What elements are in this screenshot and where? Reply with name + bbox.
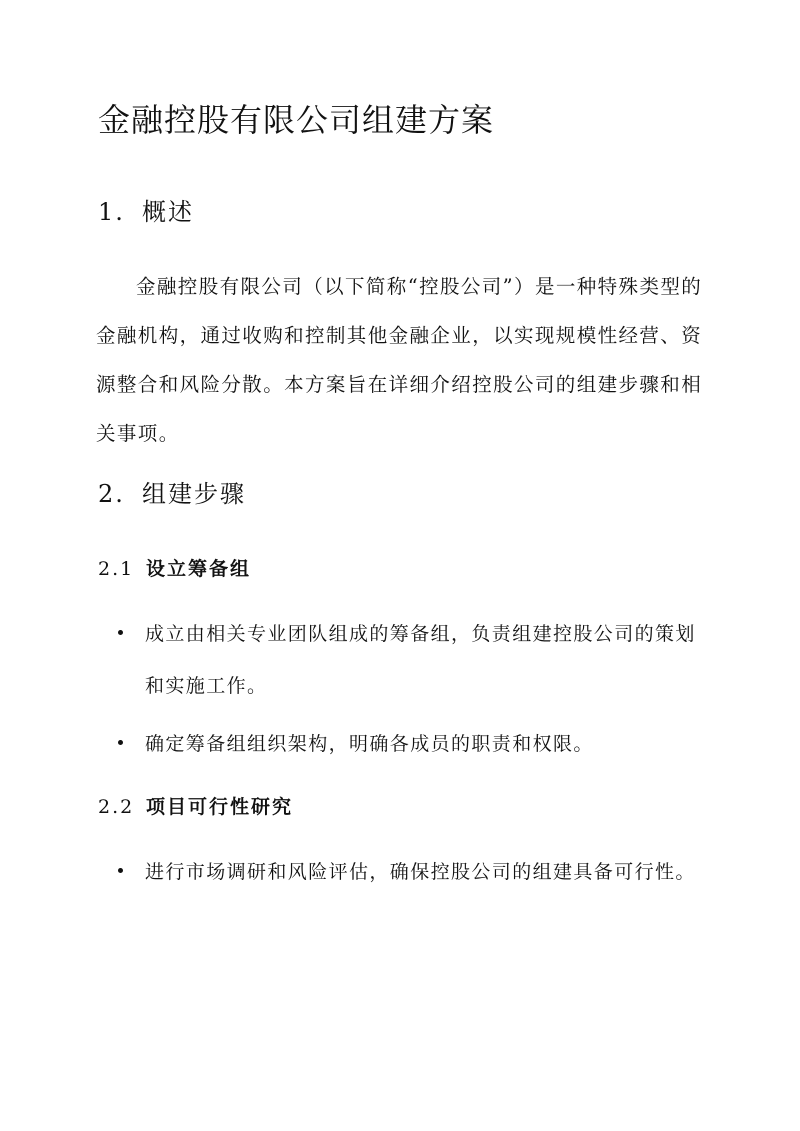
section-heading-overview <box>98 194 194 230</box>
subsection-number: 2.1 <box>98 558 135 580</box>
section-title: 组建步骤 <box>142 480 246 508</box>
document-title: 金融控股有限公司组建方案 <box>98 101 495 139</box>
list-item <box>118 846 705 898</box>
overview-paragraph: 金融控股有限公司（以下简称“控股公司”）是一种特殊类型的金融机构，通过收购和控制其他金融企业，以实现规模性经营、资源整合和风险分散。本方案旨在详细介绍控股公司的组建步骤和相关事项。 <box>96 275 703 445</box>
bullet-icon <box>118 630 123 635</box>
list-item-text: 进行市场调研和风险评估，确保控股公司的组建具备可行性。 <box>145 861 696 883</box>
bullet-icon <box>118 868 123 873</box>
list-item-text: 确定筹备组组织架构，明确各成员的职责和权限。 <box>145 733 594 755</box>
section-number: 2. <box>98 480 125 508</box>
subsection-number: 2.2 <box>98 796 135 818</box>
subsection-title: 项目可行性研究 <box>146 796 294 818</box>
subsection-title: 设立筹备组 <box>146 558 252 580</box>
list-item <box>118 718 705 770</box>
bullet-icon <box>118 740 123 745</box>
section-number: 1. <box>98 198 125 226</box>
list-item-text: 成立由相关专业团队组成的筹备组，负责组建控股公司的策划和实施工作。 <box>145 623 696 697</box>
subsection-heading-feasibility <box>98 792 293 822</box>
section-heading-steps <box>98 476 246 512</box>
subsection-heading-preparation <box>98 554 251 584</box>
section-title: 概述 <box>142 198 194 226</box>
list-item <box>118 608 705 712</box>
